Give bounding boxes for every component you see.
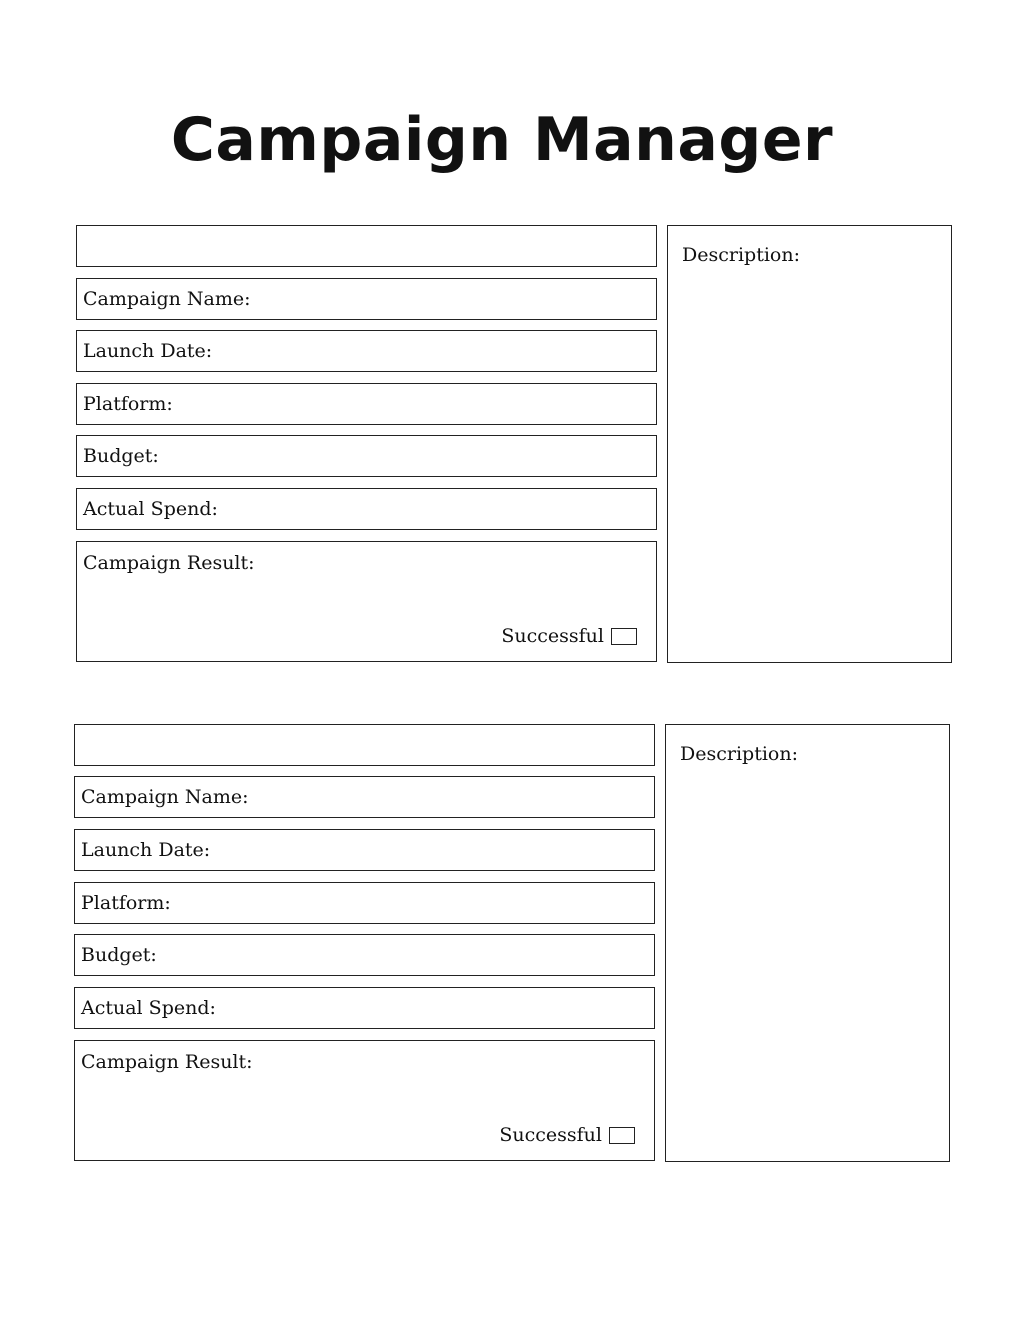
successful-checkbox[interactable]: [609, 1127, 635, 1144]
campaign-result-label: Campaign Result:: [83, 552, 255, 574]
actual-spend-field[interactable]: [76, 488, 657, 530]
actual-spend-label: Actual Spend:: [81, 997, 216, 1019]
description-label: Description:: [682, 244, 800, 266]
launch-date-field[interactable]: [74, 829, 655, 871]
platform-field[interactable]: [74, 882, 655, 924]
platform-field[interactable]: [76, 383, 657, 425]
platform-label: Platform:: [83, 393, 173, 415]
budget-field[interactable]: [74, 934, 655, 976]
description-field[interactable]: [667, 225, 952, 663]
platform-label: Platform:: [81, 892, 171, 914]
description-field[interactable]: [665, 724, 950, 1162]
campaign-name-field[interactable]: [76, 278, 657, 320]
page-title: Campaign Manager: [170, 105, 834, 175]
budget-field[interactable]: [76, 435, 657, 477]
campaign-header-field[interactable]: [76, 225, 657, 267]
campaign-result-label: Campaign Result:: [81, 1051, 253, 1073]
campaign-name-field[interactable]: [74, 776, 655, 818]
actual-spend-label: Actual Spend:: [83, 498, 218, 520]
budget-label: Budget:: [81, 944, 157, 966]
campaign-result-field[interactable]: [76, 541, 657, 662]
launch-date-label: Launch Date:: [81, 839, 211, 861]
campaign-name-label: Campaign Name:: [81, 786, 249, 808]
budget-label: Budget:: [83, 445, 159, 467]
successful-label: Successful: [499, 1124, 602, 1146]
actual-spend-field[interactable]: [74, 987, 655, 1029]
campaign-name-label: Campaign Name:: [83, 288, 251, 310]
successful-checkbox[interactable]: [611, 628, 637, 645]
launch-date-label: Launch Date:: [83, 340, 213, 362]
campaign-result-field[interactable]: [74, 1040, 655, 1161]
campaign-header-field[interactable]: [74, 724, 655, 766]
description-label: Description:: [680, 743, 798, 765]
successful-label: Successful: [501, 625, 604, 647]
launch-date-field[interactable]: [76, 330, 657, 372]
